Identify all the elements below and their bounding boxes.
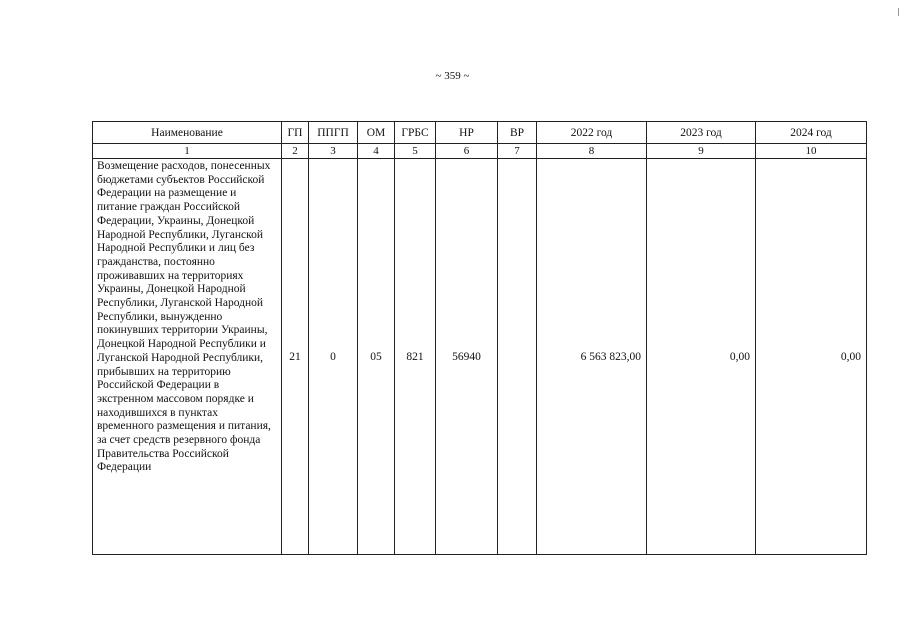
column-number: 6 — [436, 144, 498, 159]
column-number: 8 — [537, 144, 647, 159]
header-2022: 2022 год — [537, 122, 647, 144]
header-nr: НР — [436, 122, 498, 144]
header-grbs: ГРБС — [395, 122, 436, 144]
row-om: 05 — [358, 159, 395, 555]
column-number: 10 — [756, 144, 867, 159]
header-om: ОМ — [358, 122, 395, 144]
header-row — [93, 122, 867, 144]
header-2023: 2023 год — [647, 122, 756, 144]
header-name: Наименование — [93, 122, 282, 144]
row-ppgp: 0 — [309, 159, 358, 555]
header-vr: ВР — [498, 122, 537, 144]
table-row — [93, 159, 867, 555]
page-number: ~ 359 ~ — [435, 70, 470, 82]
row-amount-2024: 0,00 — [756, 159, 867, 555]
row-gp: 21 — [282, 159, 309, 555]
row-name: Возмещение расходов, понесенных бюджетами субъектов Российской Федерации на размещение и питание граждан Российской Федерации, Украины, Донецкой Народной Республики, Луганской Народной Республики и лиц без гражданства, постоянно проживавших на территориях Украины, Донецкой Народной Республики, Луганской Народной Республики, вынужденно покинувших территории Украины, Донецкой Народной Республики и Луганской Народной Республики, прибывших на территорию Российской Федерации в экстренном массовом порядке и находившихся в пунктах временного размещения и питания, за счет средств резервного фонда Правительства Российской Федерации — [93, 159, 282, 555]
header-gp: ГП — [282, 122, 309, 144]
row-nr: 56940 — [436, 159, 498, 555]
column-number: 5 — [395, 144, 436, 159]
column-number: 9 — [647, 144, 756, 159]
column-number: 2 — [282, 144, 309, 159]
row-amount-2023: 0,00 — [647, 159, 756, 555]
header-ppgp: ППГП — [309, 122, 358, 144]
row-grbs: 821 — [395, 159, 436, 555]
column-number: 4 — [358, 144, 395, 159]
column-number-row — [93, 144, 867, 159]
budget-table — [92, 121, 867, 555]
column-number: 3 — [309, 144, 358, 159]
scan-mark — [898, 8, 899, 16]
header-2024: 2024 год — [756, 122, 867, 144]
row-vr — [498, 159, 537, 555]
column-number: 7 — [498, 144, 537, 159]
row-amount-2022: 6 563 823,00 — [537, 159, 647, 555]
column-number: 1 — [93, 144, 282, 159]
